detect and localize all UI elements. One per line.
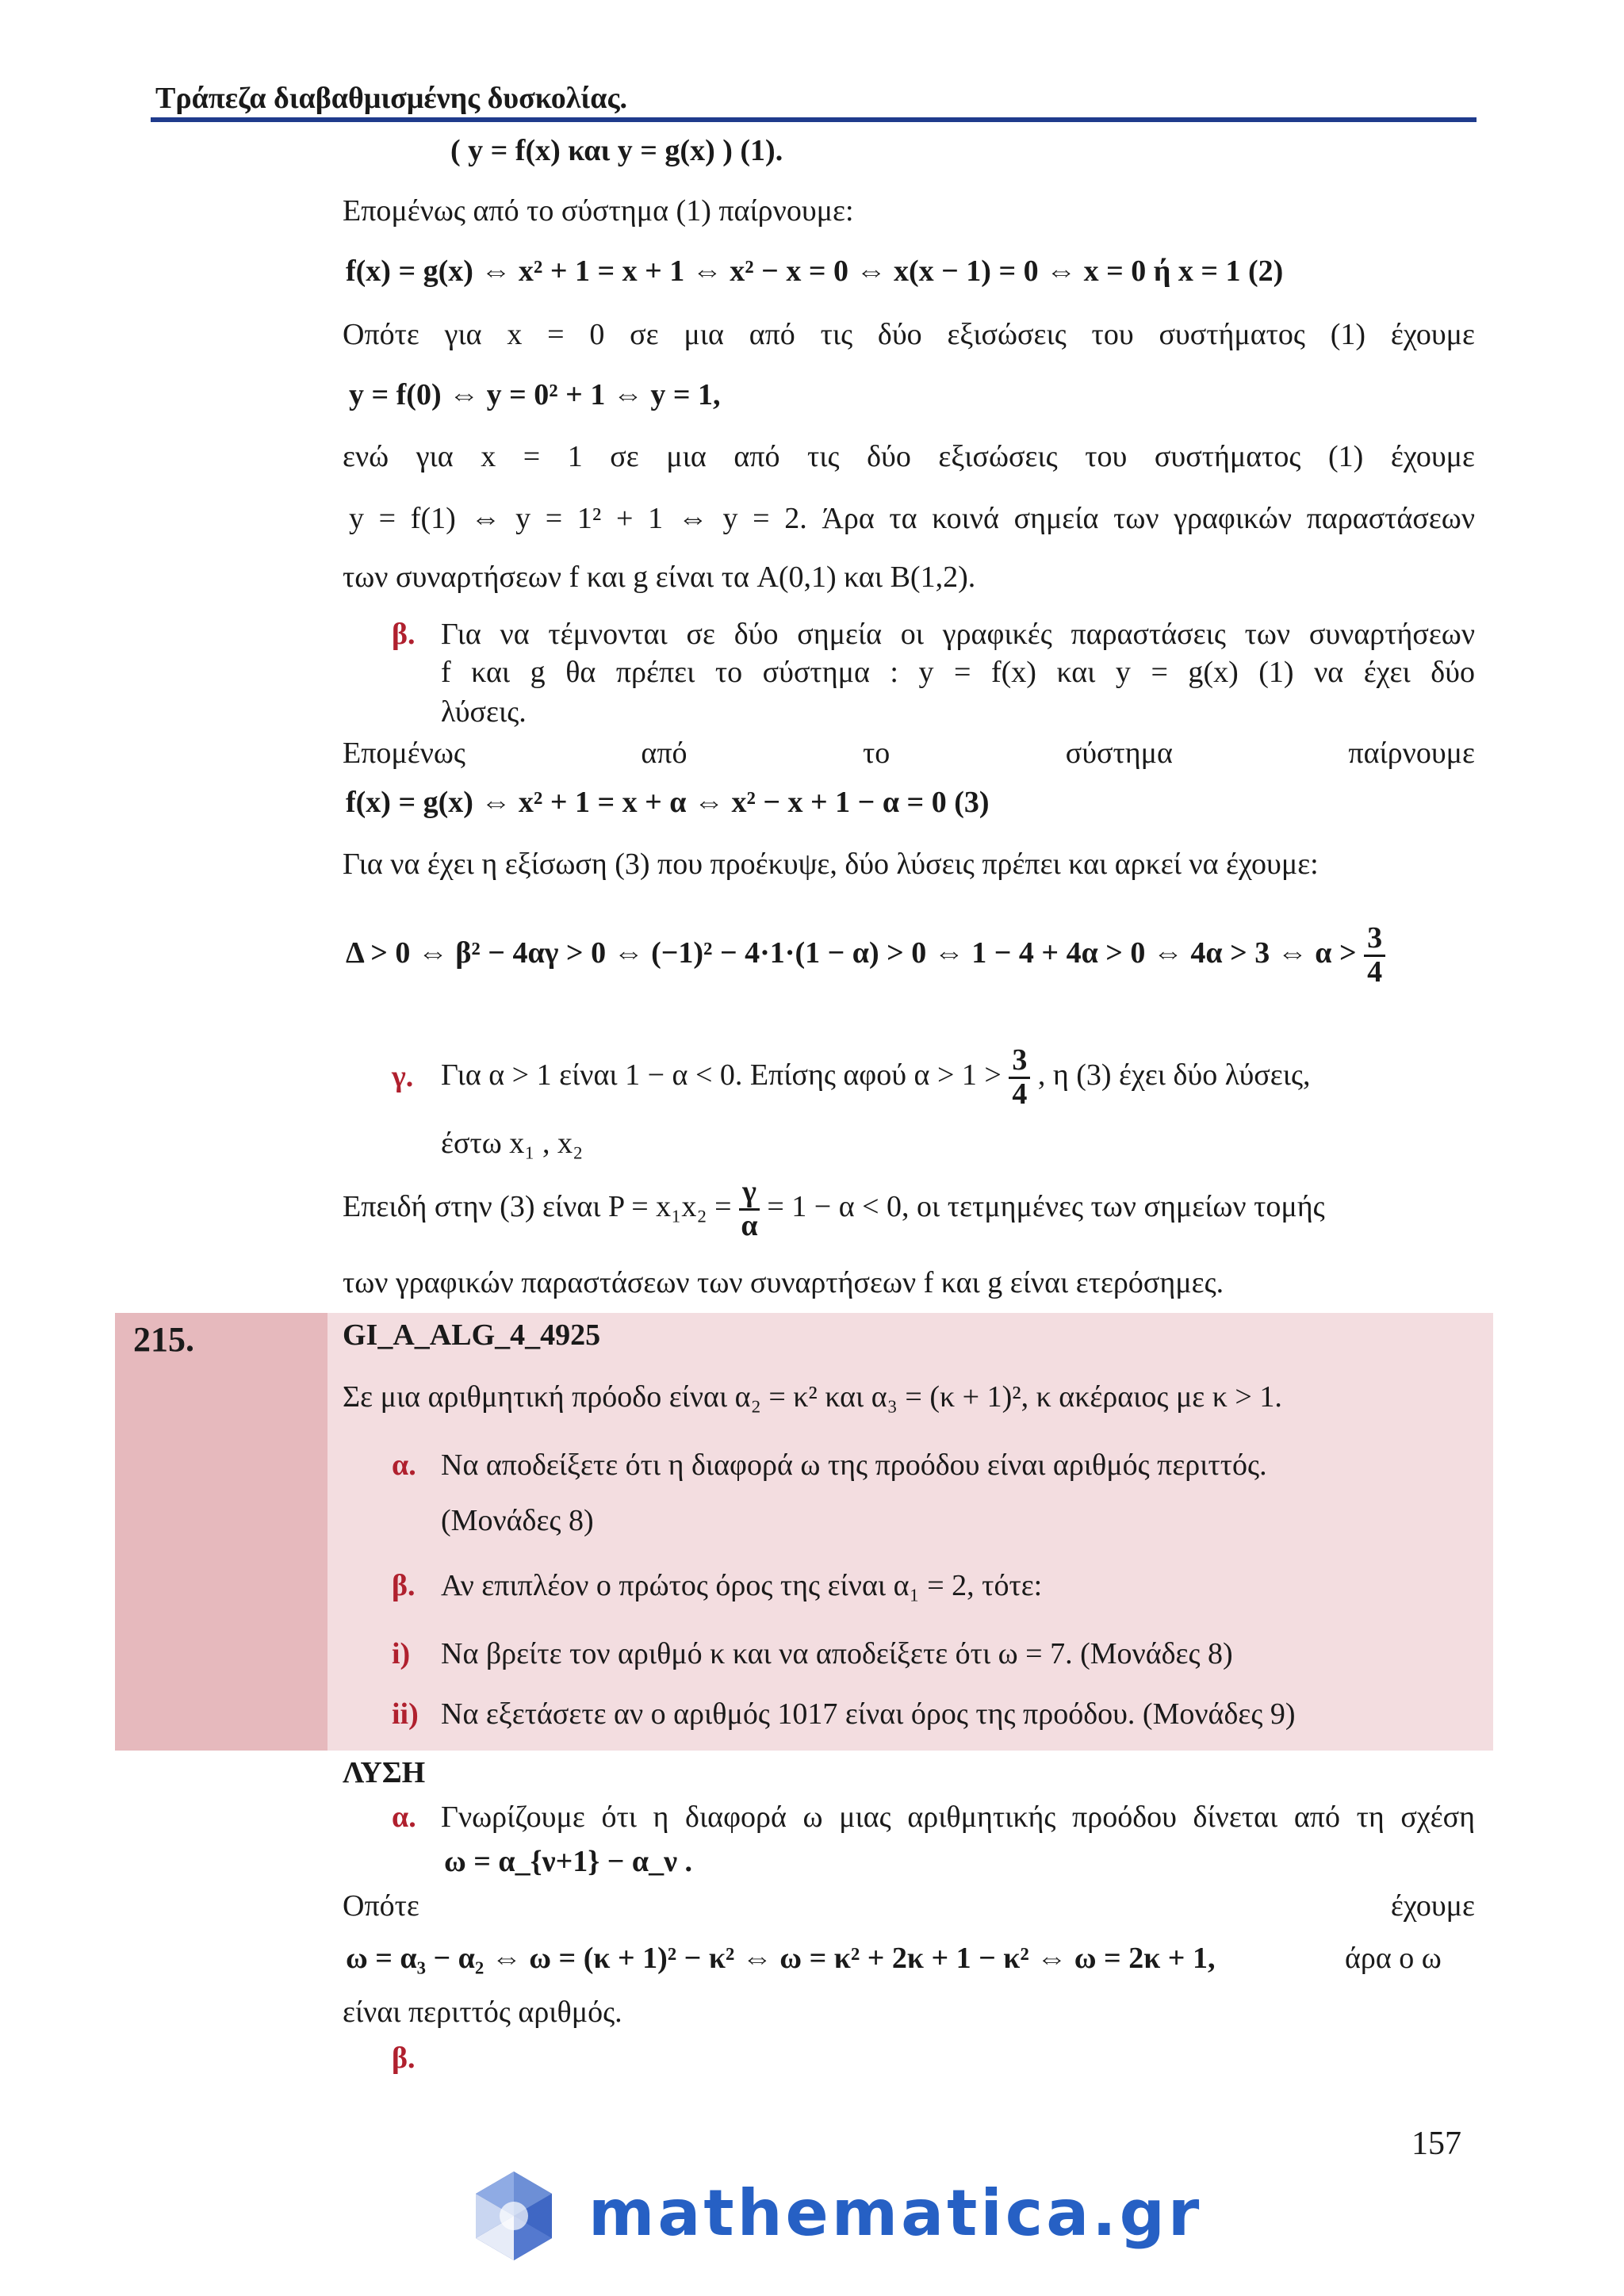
fraction <box>739 1177 760 1242</box>
text-line: Για να τέμνονται σε δύο σημεία οι γραφικές παραστάσεις των συναρτήσεων <box>441 618 1475 651</box>
text-line: Οπότε για x = 0 σε μια από τις δύο εξισώσεις του συστήματος (1) έχουμε <box>343 318 1475 351</box>
fraction <box>1009 1045 1030 1111</box>
part-label-c: γ. <box>392 1060 414 1093</box>
text-line: Γνωρίζουμε ότι η διαφορά ω μιας αριθμητικής προόδου δίνεται από τη σχέση <box>441 1800 1475 1834</box>
text-fragment: Για α > 1 είναι 1 − α < 0. Επίσης αφού α > 1 > <box>441 1058 1002 1093</box>
fraction-denominator: α <box>741 1208 758 1242</box>
solution-label-a: α. <box>392 1800 416 1834</box>
text-fragment: άρα ο ω <box>1345 1942 1442 1975</box>
fraction <box>1364 923 1385 989</box>
math-line: ω = α_{ν+1} − α_ν . <box>444 1845 693 1878</box>
text-line: ( y = f(x) και y = g(x) ) (1). <box>450 134 783 167</box>
task-sub-ii: Να εξετάσετε αν ο αριθμός 1017 είναι όρος της προόδου. (Μονάδες 9) <box>441 1697 1296 1731</box>
task-points: (Μονάδες 8) <box>441 1504 594 1537</box>
fraction-numerator: γ <box>739 1177 760 1211</box>
math-line: f(x) = g(x) ⇔ x² + 1 = x + α ⇔ x² − x + 1 − α = 0 (3) <box>346 786 990 819</box>
text-fragment: , η (3) έχει δύο λύσεις, <box>1037 1058 1311 1093</box>
task-sub-i: Να βρείτε τον αριθμό κ και να αποδείξετε ότι ω = 7. (Μονάδες 8) <box>441 1637 1233 1670</box>
task-code: GI_A_ALG_4_4925 <box>343 1318 601 1352</box>
solution-heading: ΛΥΣΗ <box>343 1756 426 1789</box>
text-line: ενώ για x = 1 σε μια από τις δύο εξισώσεις του συστήματος (1) έχουμε <box>343 440 1475 473</box>
solution-label-b: β. <box>392 2042 416 2075</box>
fraction-denominator: 4 <box>1367 955 1383 989</box>
task-number-column <box>115 1313 327 1751</box>
page-number: 157 <box>1411 2126 1461 2162</box>
task-part-label-a: α. <box>392 1448 416 1482</box>
task-sub-label-ii: ii) <box>392 1697 419 1731</box>
text-line: των γραφικών παραστάσεων των συναρτήσεων f και g είναι ετερόσημες. <box>343 1266 1224 1299</box>
part-label-b: β. <box>392 618 416 651</box>
text-line: Επομένως από το σύστημα (1) παίρνουμε: <box>343 194 854 228</box>
header-rule <box>151 117 1477 122</box>
fraction-numerator: 3 <box>1364 923 1385 957</box>
task-intro: Σε μια αριθμητική πρόοδο είναι α₂ = κ² και α₃ = (κ + 1)², κ ακέραιος με κ > 1. <box>343 1380 1282 1414</box>
task-part-b: Αν επιπλέον ο πρώτος όρος της είναι α₁ = 2, τότε: <box>441 1569 1043 1602</box>
text-line <box>441 1045 1311 1111</box>
math-line: ω = α₃ − α₂ ⇔ ω = (κ + 1)² − κ² ⇔ ω = κ² + 2κ + 1 − κ² ⇔ ω = 2κ + 1, <box>346 1942 1216 1975</box>
text-fragment: = 1 − α < 0, οι τετμημένες των σημείων τομής <box>767 1190 1325 1224</box>
task-sub-label-i: i) <box>392 1637 411 1670</box>
fraction-denominator: 4 <box>1012 1077 1028 1111</box>
task-number: 215. <box>133 1320 194 1359</box>
text-fragment: Επειδή στην (3) είναι P = x₁x₂ = <box>343 1190 732 1224</box>
task-part-a: Να αποδείξετε ότι η διαφορά ω της προόδου είναι αριθμός περιττός. <box>441 1448 1267 1482</box>
math-line: y = f(0) ⇔ y = 0² + 1 ⇔ y = 1, <box>349 378 721 411</box>
text-line: Οπότε έχουμε <box>343 1889 1475 1923</box>
text-line: έστω x₁ , x₂ <box>441 1127 584 1160</box>
text-line: των συναρτήσεων f και g είναι τα A(0,1) και B(1,2). <box>343 561 976 594</box>
math-line: f(x) = g(x) ⇔ x² + 1 = x + 1 ⇔ x² − x = 0 ⇔ x(x − 1) = 0 ⇔ x = 0 ή x = 1 (2) <box>346 254 1284 288</box>
text-line: Για να έχει η εξίσωση (3) που προέκυψε, δύο λύσεις πρέπει και αρκεί να έχουμε: <box>343 848 1319 881</box>
logo-text: mathematica.gr <box>588 2176 1203 2250</box>
text-line: Επομένως από το σύστημα παίρνουμε <box>343 737 1475 770</box>
text-line <box>343 1177 1325 1242</box>
fraction-numerator: 3 <box>1009 1045 1030 1079</box>
text-line: είναι περιττός αριθμός. <box>343 1996 622 2029</box>
text-line: y = f(1) ⇔ y = 1² + 1 ⇔ y = 2. Άρα τα κοινά σημεία των γραφικών παραστάσεων <box>349 502 1475 535</box>
math-line <box>346 923 1385 989</box>
math-expression: Δ > 0 ⇔ β² − 4αγ > 0 ⇔ (−1)² − 4·1·(1 − α) > 0 ⇔ 1 − 4 + 4α > 0 ⇔ 4α > 3 ⇔ α > <box>346 936 1357 970</box>
header-title: Τράπεζα διαβαθμισμένης δυσκολίας. <box>155 82 627 115</box>
text-line: λύσεις. <box>441 695 527 729</box>
task-part-label-b: β. <box>392 1569 416 1602</box>
text-line: f και g θα πρέπει το σύστημα : y = f(x) και y = g(x) (1) να έχει δύο <box>441 656 1475 689</box>
